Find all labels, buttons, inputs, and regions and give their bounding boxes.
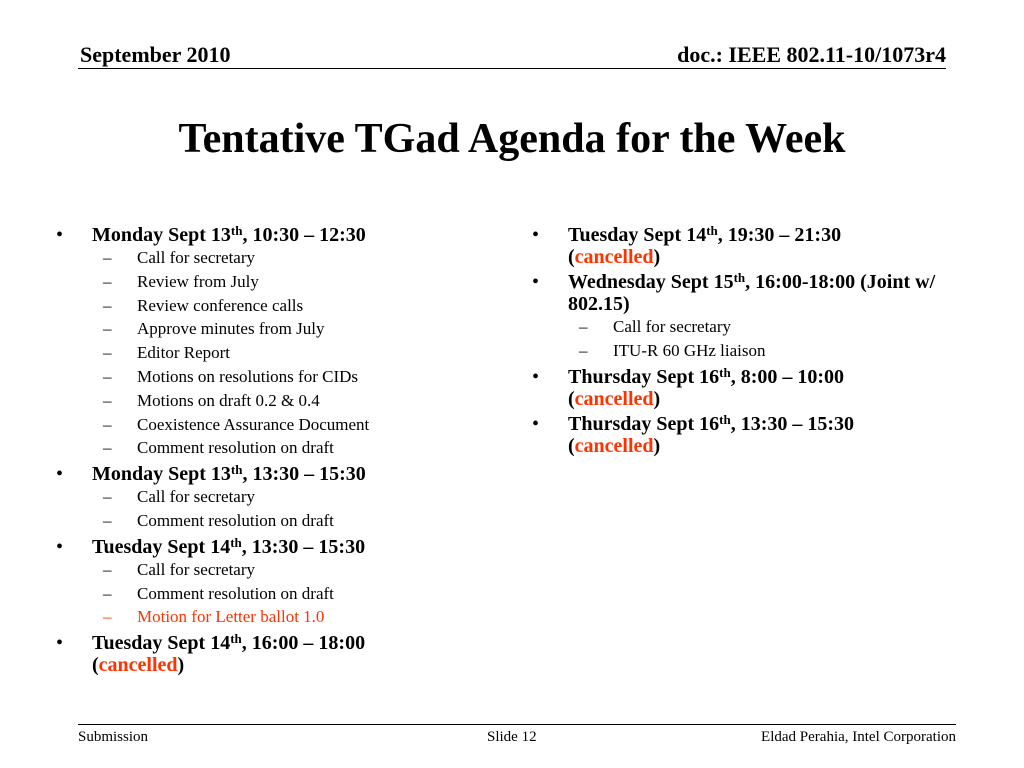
agenda-subitem: – Motions on draft 0.2 & 0.4 <box>56 389 476 413</box>
agenda-item-heading: • Tuesday Sept 14th, 19:30 – 21:30 (cancelled) <box>532 223 842 268</box>
agenda-item-heading <box>532 271 972 315</box>
agenda-item-heading: • Thursday Sept 16th, 8:00 – 10:00 (cancelled) <box>532 364 845 410</box>
slide-title: Tentative TGad Agenda for the Week <box>178 116 846 162</box>
item-ordinal: th <box>230 631 242 647</box>
agenda-item <box>532 366 972 410</box>
header-doc-id: doc.: IEEE 802.11-10/1073r4 <box>677 42 946 67</box>
dash-icon: – <box>103 366 112 386</box>
item-ordinal: th <box>230 223 243 238</box>
agenda-subitem: – Review conference calls <box>56 294 476 318</box>
agenda-subitem: – Comment resolution on draft <box>56 436 476 460</box>
bullet-icon: • <box>532 224 540 246</box>
agenda-item <box>56 224 476 460</box>
item-day: Tuesday Sept 14 <box>92 632 231 655</box>
dash-icon: – <box>103 343 112 363</box>
agenda-subitem: – ITU-R 60 GHz liaison <box>532 339 972 363</box>
item-time: , 13:30 – 15:30 <box>241 535 366 558</box>
footer-submission: Submission <box>78 729 149 745</box>
item-time: , 16:00 – 18:00 <box>241 632 366 655</box>
item-ordinal: th <box>230 534 242 550</box>
footer-author: Eldad Perahia, Intel Corporation <box>761 729 956 745</box>
agenda-item-heading: • Thursday Sept 16th, 13:30 – 15:30 (cancelled) <box>532 411 855 457</box>
dash-icon: – <box>103 271 112 291</box>
agenda-subitem: – Call for secretary <box>56 246 476 270</box>
dash-icon: – <box>103 295 112 315</box>
agenda-item-heading: • Tuesday Sept 14th, 16:00 – 18:00 (cancelled) <box>56 631 366 677</box>
item-time: , 8:00 – 10:00 <box>730 365 845 388</box>
footer-slide-number: Slide 12 <box>487 729 537 745</box>
agenda-subitem: – Comment resolution on draft <box>56 509 476 533</box>
item-ordinal: th <box>719 364 731 380</box>
dash-icon: – <box>103 510 112 530</box>
agenda-subitem: – Call for secretary <box>56 558 476 582</box>
agenda-item-heading <box>56 463 476 485</box>
dash-icon: – <box>103 607 112 627</box>
bullet-icon: • <box>532 271 540 293</box>
item-day: Thursday Sept 16 <box>568 412 720 435</box>
item-day: Tuesday Sept 14 <box>92 535 231 558</box>
item-time: , 13:30 – 15:30 <box>242 463 366 486</box>
dash-icon: – <box>103 438 112 458</box>
bullet-icon: • <box>532 412 540 435</box>
footer-divider <box>78 724 956 725</box>
agenda-subitems <box>532 315 972 363</box>
dash-icon: – <box>103 583 112 603</box>
dash-icon: – <box>103 248 112 267</box>
dash-icon: – <box>103 414 112 434</box>
agenda-item <box>532 413 972 457</box>
bullet-icon: • <box>56 224 64 246</box>
item-day: Tuesday Sept 14 <box>568 224 707 246</box>
agenda-subitem: – Call for secretary <box>532 315 972 339</box>
agenda-left-column <box>56 224 476 679</box>
dash-icon: – <box>103 487 112 507</box>
item-ordinal: th <box>706 223 718 238</box>
agenda-subitem: – Approve minutes from July <box>56 317 476 341</box>
item-day: Monday Sept 13 <box>92 463 231 486</box>
agenda-subitems <box>56 246 476 460</box>
dash-icon: – <box>103 559 112 579</box>
agenda-subitem: – Coexistence Assurance Document <box>56 413 476 437</box>
header-divider <box>78 68 946 69</box>
dash-icon: – <box>579 317 588 336</box>
agenda-subitem: – Comment resolution on draft <box>56 582 476 606</box>
item-time: , 19:30 – 21:30 <box>717 224 842 246</box>
agenda-subitem: – Editor Report <box>56 341 476 365</box>
bullet-icon: • <box>56 632 64 655</box>
agenda-subitems <box>56 558 476 629</box>
agenda-subitem: – Motions on resolutions for CIDs <box>56 365 476 389</box>
dash-icon: – <box>103 390 112 410</box>
agenda-subitem: – Call for secretary <box>56 485 476 509</box>
item-ordinal: th <box>230 462 243 478</box>
agenda-item <box>56 632 476 676</box>
item-time: , 13:30 – 15:30 <box>730 412 855 435</box>
cancelled-label: cancelled <box>574 387 654 410</box>
item-day: Monday Sept 13 <box>92 224 231 246</box>
bullet-icon: • <box>56 463 64 486</box>
agenda-subitem-highlighted: – Motion for Letter ballot 1.0 <box>56 605 476 629</box>
cancelled-label: cancelled <box>574 434 654 457</box>
item-ordinal: th <box>719 411 731 427</box>
agenda-item <box>532 271 972 363</box>
cancelled-label: cancelled <box>98 654 178 677</box>
item-time: , 16:00-18:00 (Joint w/ 802.15) <box>568 271 936 315</box>
dash-icon: – <box>579 340 588 360</box>
agenda-subitems <box>56 485 476 533</box>
header-date: September 2010 <box>80 42 231 67</box>
agenda-item <box>56 536 476 629</box>
bullet-icon: • <box>532 365 540 388</box>
bullet-icon: • <box>56 535 64 558</box>
agenda-item <box>532 224 972 268</box>
cancelled-label: cancelled <box>574 246 654 268</box>
agenda-item-heading <box>56 536 476 558</box>
item-day: Thursday Sept 16 <box>568 365 720 388</box>
item-time: , 10:30 – 12:30 <box>242 224 366 246</box>
item-ordinal: th <box>733 270 746 285</box>
item-day: Wednesday Sept 15 <box>568 271 734 293</box>
agenda-item <box>56 463 476 533</box>
dash-icon: – <box>103 319 112 339</box>
agenda-item-heading <box>56 224 476 246</box>
agenda-right-column <box>532 224 972 460</box>
agenda-subitem: – Review from July <box>56 270 476 294</box>
